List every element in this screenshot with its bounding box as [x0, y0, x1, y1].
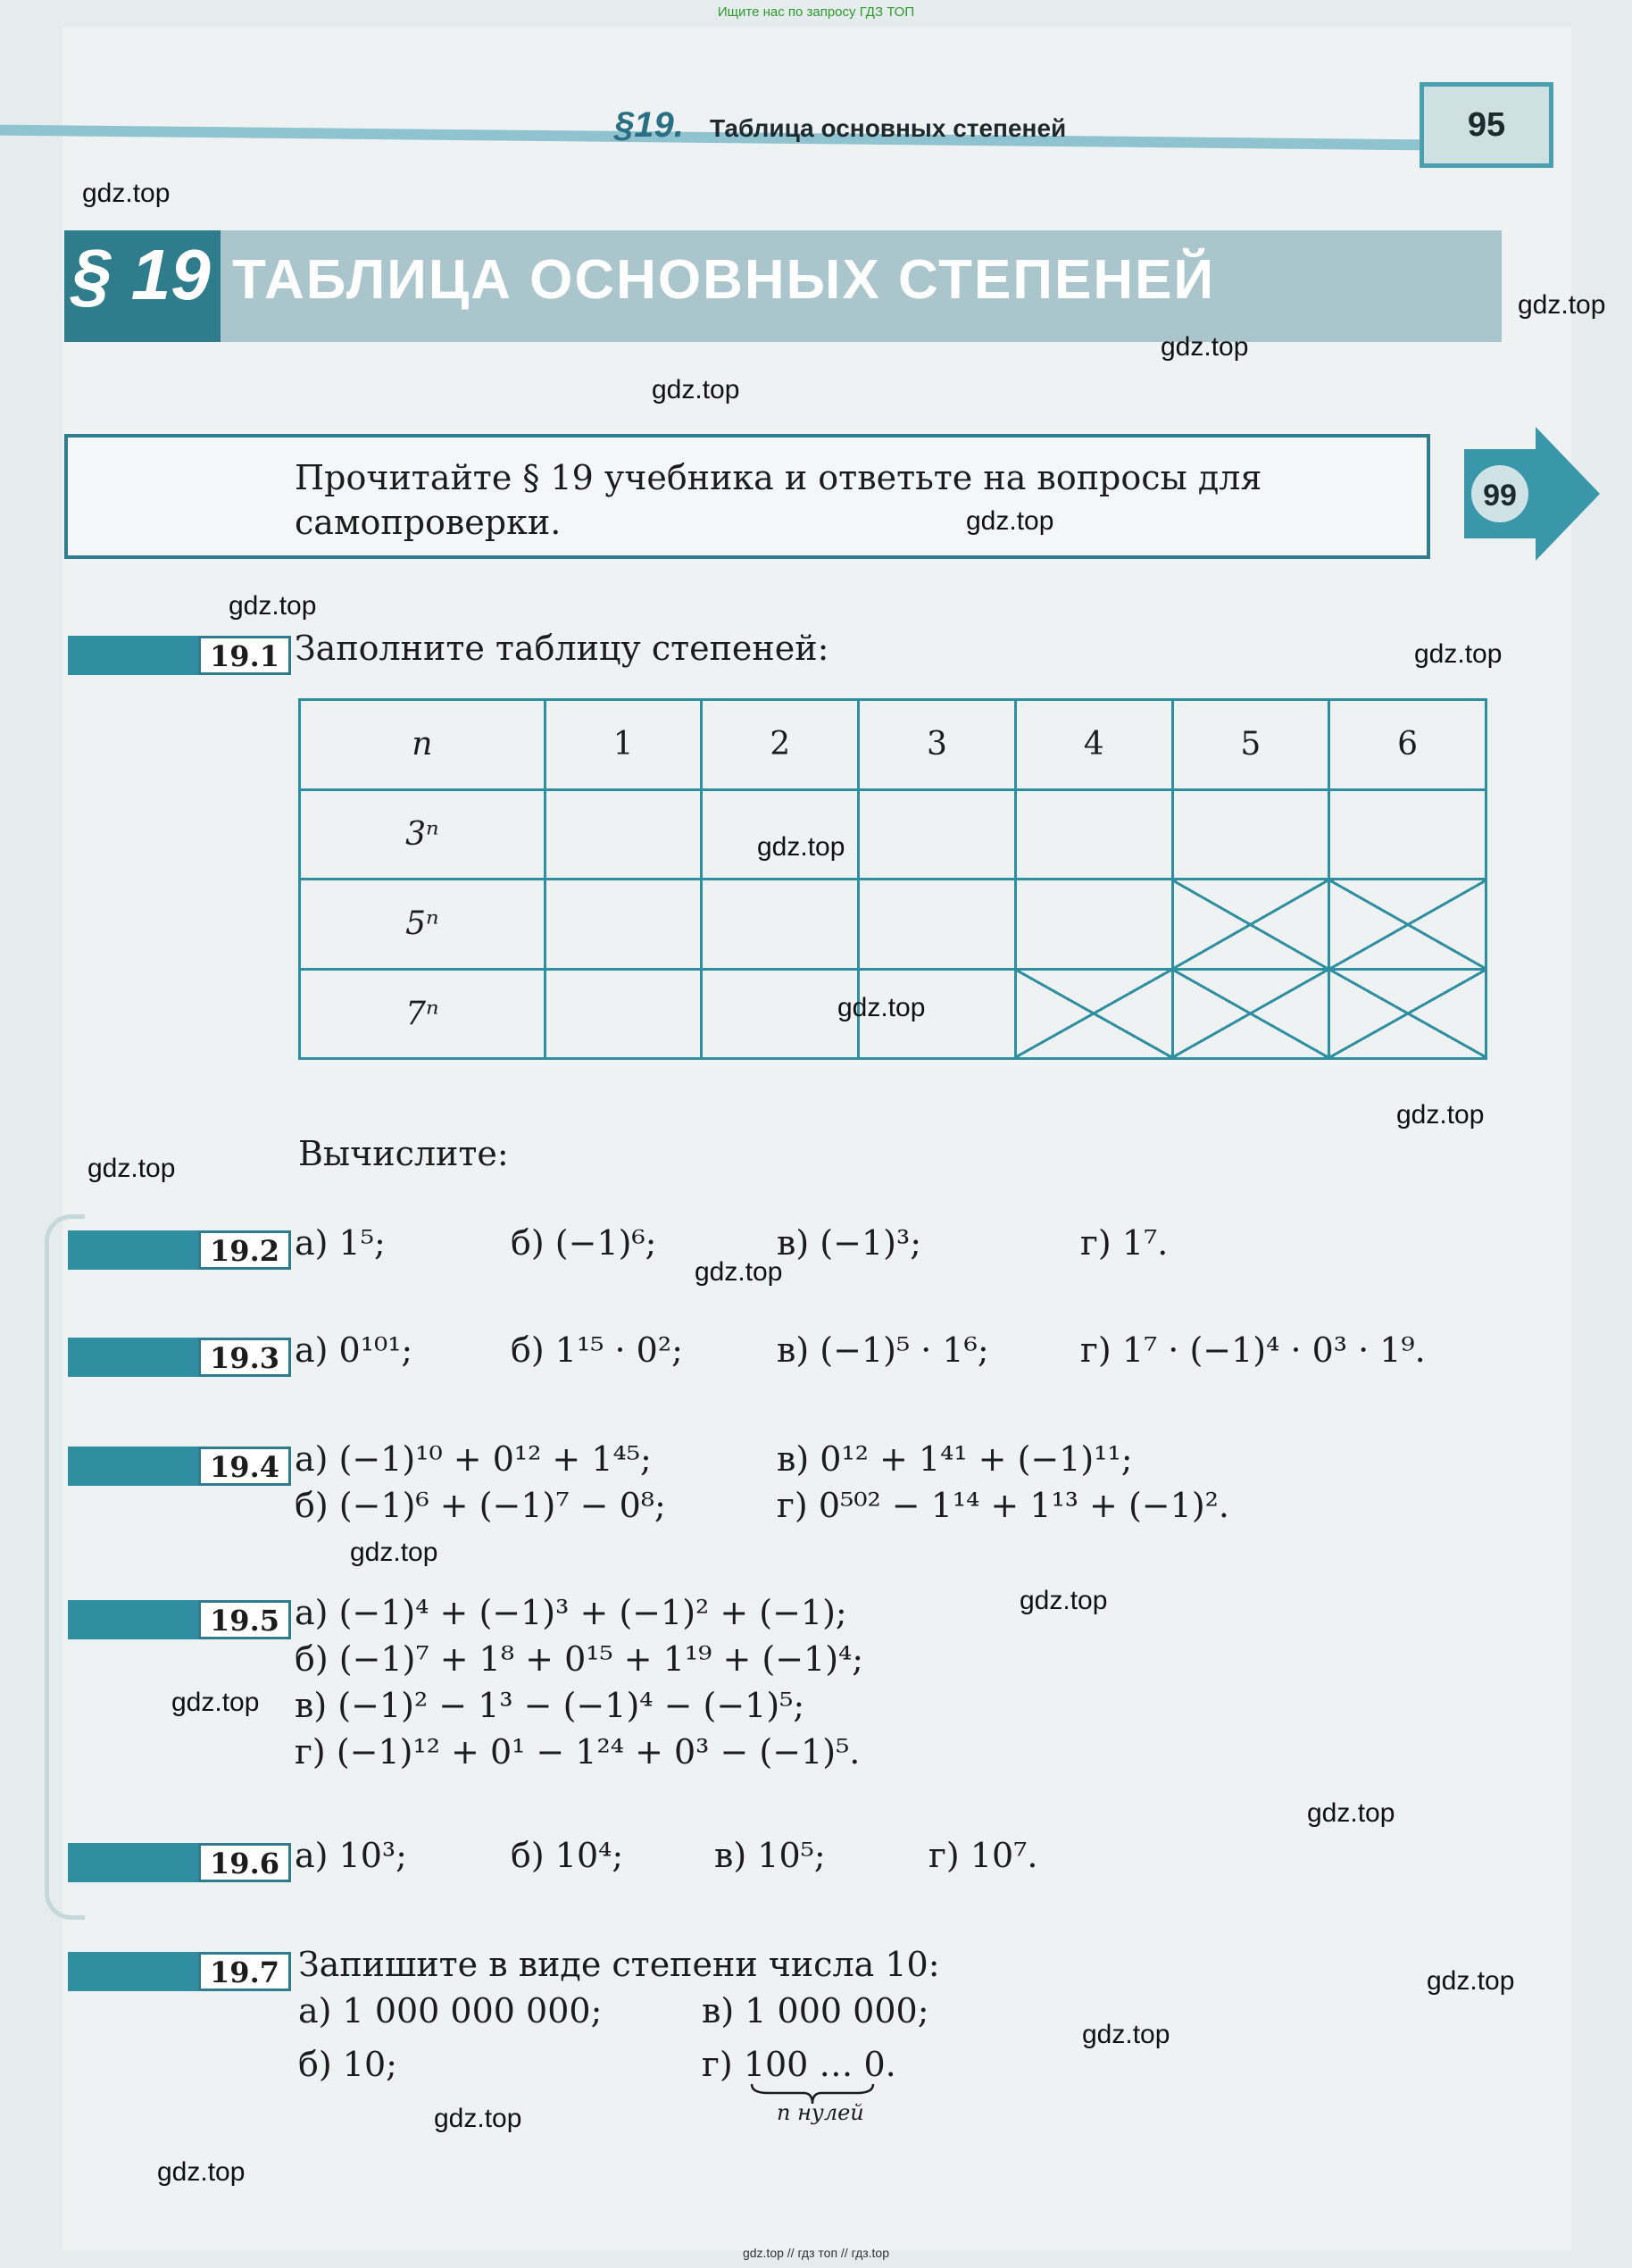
row-label: 5ⁿ: [300, 880, 545, 970]
table-header-cell: 1: [545, 700, 702, 790]
exercise-19-7-c: в) 1 000 000;: [702, 1991, 929, 2030]
exercise-number-19-2: 19.2: [198, 1230, 291, 1270]
table-cell-empty[interactable]: [702, 880, 859, 970]
exercise-19-6-d: г) 10⁷.: [928, 1836, 1038, 1875]
watermark: gdz.top: [87, 1154, 176, 1183]
exercise-19-2-a: а) 1⁵;: [295, 1223, 386, 1263]
watermark: gdz.top: [82, 179, 171, 208]
page-background: [62, 27, 1571, 2250]
exercise-19-2-b: б) (−1)⁶;: [511, 1223, 657, 1263]
table-cell-empty[interactable]: [1015, 880, 1172, 970]
table-cell-empty[interactable]: [1015, 789, 1172, 880]
exercise-number-19-6: 19.6: [198, 1843, 291, 1882]
watermark: gdz.top: [434, 2104, 522, 2133]
watermark: gdz.top: [837, 993, 926, 1022]
table-cell-empty[interactable]: [1329, 789, 1486, 880]
table-cell-empty[interactable]: [859, 789, 1016, 880]
watermark: gdz.top: [1396, 1100, 1485, 1130]
exercise-19-5-c: в) (−1)² − 1³ − (−1)⁴ − (−1)⁵;: [295, 1686, 805, 1725]
table-cell-empty[interactable]: [859, 880, 1016, 970]
exercise-19-5-b: б) (−1)⁷ + 1⁸ + 0¹⁵ + 1¹⁹ + (−1)⁴;: [295, 1639, 864, 1679]
exercise-19-5-a: а) (−1)⁴ + (−1)³ + (−1)² + (−1);: [295, 1593, 847, 1632]
row-label: 3ⁿ: [300, 789, 545, 880]
exercise-19-5-d: г) (−1)¹² + 0¹ − 1²⁴ + 0³ − (−1)⁵.: [295, 1732, 861, 1772]
watermark: gdz.top: [1082, 2020, 1170, 2049]
table-header-cell: 6: [1329, 700, 1486, 790]
exercise-19-3-a: а) 0¹⁰¹;: [295, 1330, 413, 1370]
exercise-19-1-prompt: Заполните таблицу степеней:: [295, 629, 829, 668]
exercise-19-2-c: в) (−1)³;: [777, 1223, 922, 1263]
table-cell-empty[interactable]: [1172, 789, 1329, 880]
watermark: gdz.top: [1020, 1586, 1108, 1615]
header-section-number: §19.: [614, 105, 684, 145]
watermark: gdz.top: [1307, 1798, 1395, 1828]
table-cell-empty[interactable]: [545, 969, 702, 1059]
table-cell-empty[interactable]: [545, 789, 702, 880]
top-banner: Ищите нас по запросу ГДЗ ТОП: [717, 4, 915, 20]
watermark: gdz.top: [1518, 290, 1606, 320]
row-label: 7ⁿ: [300, 969, 545, 1059]
exercise-number-19-7: 19.7: [198, 1952, 291, 1991]
watermark: gdz.top: [157, 2157, 246, 2187]
table-cell-crossed: [1172, 969, 1329, 1059]
exercise-number-19-4: 19.4: [198, 1447, 291, 1486]
table-row: [300, 789, 1486, 880]
table-header-cell: 4: [1015, 700, 1172, 790]
table-cell-crossed: [1172, 880, 1329, 970]
watermark: gdz.top: [350, 1538, 438, 1567]
exercise-19-4-c: в) 0¹² + 1⁴¹ + (−1)¹¹;: [777, 1439, 1133, 1479]
table-cell-empty[interactable]: [545, 880, 702, 970]
page-number: 95: [1467, 106, 1506, 144]
exercise-19-3-c: в) (−1)⁵ · 1⁶;: [777, 1330, 989, 1370]
exercise-number-19-5: 19.5: [198, 1600, 291, 1639]
footer-text: gdz.top // гдз топ // гдз.top: [742, 2246, 890, 2260]
watermark: gdz.top: [695, 1257, 783, 1287]
exercise-19-7-b: б) 10;: [298, 2045, 397, 2084]
table-cell-crossed: [1015, 969, 1172, 1059]
exercise-number-19-3: 19.3: [198, 1338, 291, 1377]
table-cell-crossed: [1329, 969, 1486, 1059]
table-header-cell: 5: [1172, 700, 1329, 790]
table-header-cell: 3: [859, 700, 1016, 790]
reference-page-number: 99: [1483, 479, 1517, 513]
exercise-19-4-a: а) (−1)¹⁰ + 0¹² + 1⁴⁵;: [295, 1439, 652, 1479]
table-header-row: [300, 700, 1486, 790]
table-row: [300, 880, 1486, 970]
exercise-number-19-1: 19.1: [198, 636, 291, 675]
watermark: gdz.top: [1161, 332, 1249, 362]
exercise-19-7-a: а) 1 000 000 000;: [298, 1991, 603, 2030]
watermark: gdz.top: [229, 591, 317, 621]
exercise-19-7-d: г) 100 … 0.: [702, 2045, 896, 2084]
exercise-19-6-b: б) 10⁴;: [511, 1836, 624, 1875]
header-title: Таблица основных степеней: [710, 114, 1067, 142]
exercise-19-6-c: в) 10⁵;: [714, 1836, 826, 1875]
watermark: gdz.top: [757, 832, 845, 862]
exercise-19-6-a: а) 10³;: [295, 1836, 407, 1875]
watermark: gdz.top: [652, 375, 740, 404]
section-number: § 19: [71, 235, 211, 314]
intro-text: Прочитайте § 19 учебника и ответьте на вопросы для самопроверки.: [295, 458, 1262, 542]
exercise-19-2-d: г) 1⁷.: [1080, 1223, 1169, 1263]
underbrace-label: n нулей: [777, 2100, 864, 2125]
table-cell-crossed: [1329, 880, 1486, 970]
exercise-19-3-d: г) 1⁷ · (−1)⁴ · 0³ · 1⁹.: [1080, 1330, 1426, 1370]
exercise-19-4-d: г) 0⁵⁰² − 1¹⁴ + 1¹³ + (−1)².: [777, 1486, 1229, 1525]
exercise-19-3-b: б) 1¹⁵ · 0²;: [511, 1330, 683, 1370]
watermark: gdz.top: [966, 506, 1054, 536]
table-header-cell: n: [300, 700, 545, 790]
watermark: gdz.top: [1414, 639, 1503, 669]
watermark: gdz.top: [171, 1688, 260, 1717]
table-header-cell: 2: [702, 700, 859, 790]
section-title: ТАБЛИЦА ОСНОВНЫХ СТЕПЕНЕЙ: [232, 249, 1216, 311]
table-cell-empty[interactable]: [702, 969, 859, 1059]
group-bracket: [45, 1214, 85, 1920]
exercise-19-4-b: б) (−1)⁶ + (−1)⁷ − 0⁸;: [295, 1486, 666, 1525]
exercise-19-7-prompt: Запишите в виде степени числа 10:: [298, 1945, 940, 1984]
watermark: gdz.top: [1427, 1966, 1515, 1996]
calculate-heading: Вычислите:: [298, 1134, 509, 1173]
